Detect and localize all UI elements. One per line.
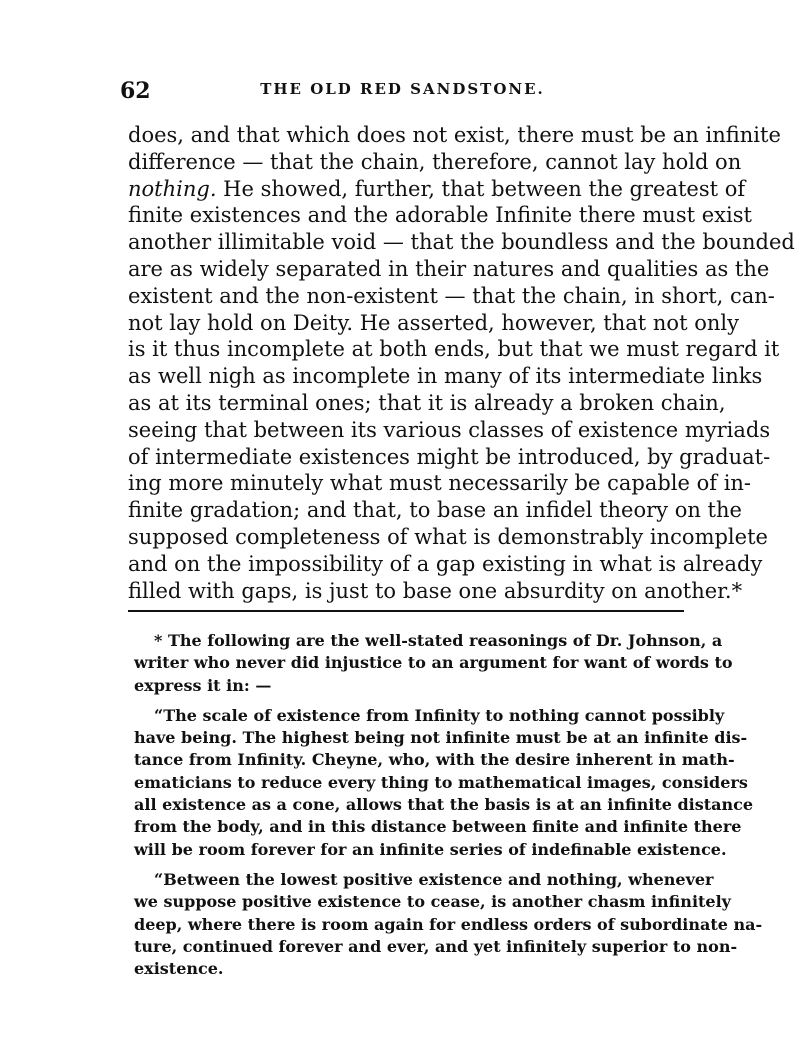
footnote-line: ture, continued forever and ever, and yet infinitely superior to non-: [134, 936, 738, 956]
footnote-line: express it in: —: [134, 675, 272, 695]
footnote-line: deep, where there is room again for endless orders of subordinate na-: [134, 914, 763, 934]
text-line: finite existences and the adorable Infinite there must exist: [128, 203, 752, 228]
text-line: is it thus incomplete at both ends, but that we must regard it: [128, 337, 780, 362]
footnote-divider: [128, 610, 684, 612]
footnote-line: “Between the lowest positive existence and nothing, whenever: [154, 869, 714, 889]
text-line: another illimitable void — that the boundless and the bounded: [128, 230, 795, 255]
text-line: does, and that which does not exist, there must be an infinite: [128, 123, 781, 147]
footnote-line: tance from Infinity. Cheyne, who, with the desire inherent in math-: [134, 750, 735, 770]
page-header: [120, 78, 685, 104]
footnote-intro: [134, 630, 733, 697]
text-line: and on the impossibility of a gap existing in what is already: [128, 551, 763, 576]
main-text: [128, 122, 795, 604]
footnote-quote-2: [134, 869, 763, 980]
footnote-line: writer who never did injustice to an argument for want of words to: [134, 653, 733, 673]
text-line: supposed completeness of what is demonstrably incomplete: [128, 524, 768, 549]
text-line: ing more minutely what must necessarily be capable of in-: [128, 471, 752, 496]
footnote-line: we suppose positive existence to cease, is another chasm infinitely: [134, 892, 731, 912]
text-line: filled with gaps, is just to base one absurdity on another.*: [128, 578, 743, 603]
running-title: THE OLD RED SANDSTONE.: [260, 80, 545, 98]
footnote-line: “The scale of existence from Infinity to nothing cannot possibly: [154, 705, 725, 725]
text-line: difference — that the chain, therefore, cannot lay hold on: [128, 149, 742, 174]
text-line: as well nigh as incomplete in many of its intermediate links: [128, 364, 763, 389]
footnote-line: existence.: [134, 959, 224, 979]
text-line: seeing that between its various classes of existence myriads: [128, 417, 771, 442]
text-line: as at its terminal ones; that it is already a broken chain,: [128, 390, 726, 415]
footnote-line: from the body, and in this distance between finite and infinite there: [134, 817, 742, 837]
footnote-line: will be room forever for an infinite series of indefinable existence.: [134, 839, 727, 859]
footnote-line: ematicians to reduce every thing to mathematical images, considers: [134, 772, 748, 792]
footnote: [134, 630, 763, 988]
italic-word: nothing.: [128, 176, 217, 201]
footnote-line: have being. The highest being not infinite must be at an infinite dis-: [134, 728, 748, 748]
text-line: existent and the non-existent — that the chain, in short, can-: [128, 283, 775, 308]
footnote-quote-1: [134, 705, 754, 861]
text-line: of intermediate existences might be introduced, by graduat-: [128, 444, 771, 469]
page-number: 62: [120, 78, 151, 104]
text-line: are as widely separated in their natures and qualities as the: [128, 256, 770, 281]
footnote-line: all existence as a cone, allows that the basis is at an infinite distance: [134, 795, 754, 815]
text-line: nothing. He showed, further, that between the greatest of: [128, 176, 746, 201]
footnote-line: * The following are the well-stated reasonings of Dr. Johnson, a: [154, 631, 723, 650]
text-line: finite gradation; and that, to base an infidel theory on the: [128, 498, 742, 523]
text-line: not lay hold on Deity. He asserted, however, that not only: [128, 310, 739, 335]
